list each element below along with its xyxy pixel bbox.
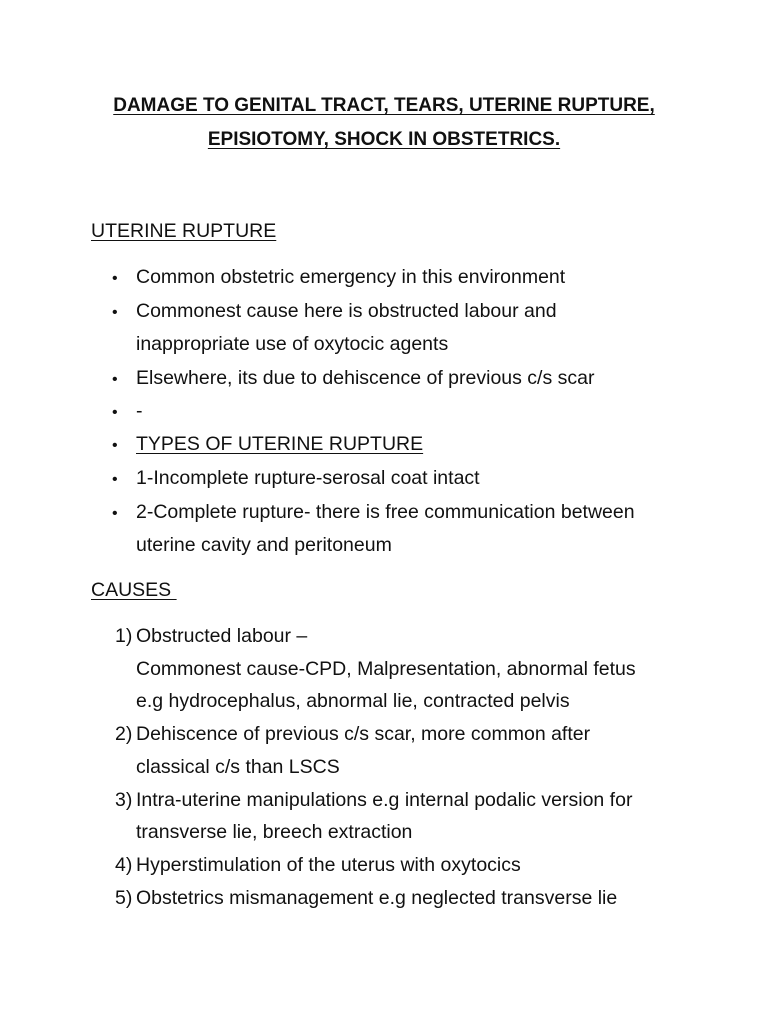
bullet-icon: • [112,404,118,421]
bullet-text-continued: inappropriate use of oxytocic agents [136,333,449,355]
bullet-icon: • [112,505,118,522]
list-number: 3) [115,789,133,811]
list-number: 5) [115,887,133,909]
bullet-icon: • [112,471,118,488]
cause-text-continued: transverse lie, breech extraction [136,821,413,843]
bullet-text: Common obstetric emergency in this environment [136,266,566,288]
subheading-types-of-uterine-rupture: TYPES OF UTERINE RUPTURE [136,433,424,455]
list-number: 4) [115,854,133,876]
document-title-line-1: DAMAGE TO GENITAL TRACT, TEARS, UTERINE RUPTURE, [113,95,655,116]
cause-text: Obstructed labour – [136,625,308,647]
cause-text-continued: classical c/s than LSCS [136,756,340,778]
cause-text: Dehiscence of previous c/s scar, more common after [136,723,591,745]
cause-text-continued: e.g hydrocephalus, abnormal lie, contracted pelvis [136,690,570,712]
bullet-icon: • [112,270,118,287]
cause-text: Intra-uterine manipulations e.g internal podalic version for [136,789,633,811]
bullet-icon: • [112,304,118,321]
bullet-text: Elsewhere, its due to dehiscence of previous c/s scar [136,367,595,389]
bullet-text: - [136,400,143,422]
document-title-line-2: EPISIOTOMY, SHOCK IN OBSTETRICS. [207,129,561,150]
bullet-text-continued: uterine cavity and peritoneum [136,534,392,556]
bullet-text: Commonest cause here is obstructed labour and [136,300,557,322]
bullet-text: 2-Complete rupture- there is free communication between [136,501,635,523]
cause-text-continued: Commonest cause-CPD, Malpresentation, abnormal fetus [136,658,636,680]
cause-text: Obstetrics mismanagement e.g neglected transverse lie [136,887,618,909]
section-heading-uterine-rupture: UTERINE RUPTURE [91,220,277,242]
cause-text: Hyperstimulation of the uterus with oxytocics [136,854,521,876]
bullet-text: 1-Incomplete rupture-serosal coat intact [136,467,480,489]
section-heading-causes: CAUSES [91,579,177,601]
bullet-icon: • [112,437,118,454]
list-number: 2) [115,723,133,745]
list-number: 1) [115,625,133,647]
bullet-icon: • [112,371,118,388]
